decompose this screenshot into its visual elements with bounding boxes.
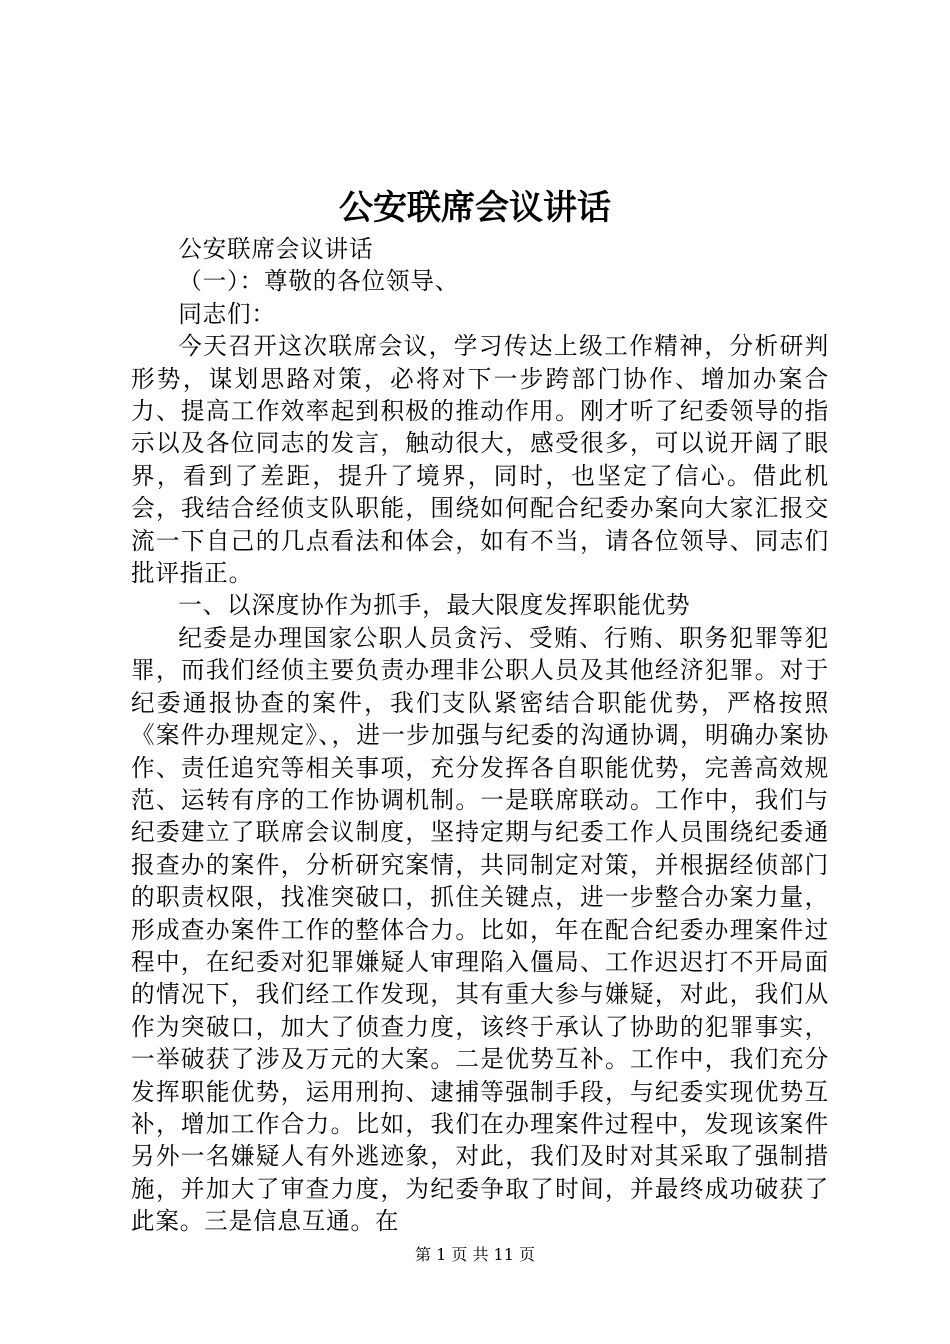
intro-paragraph: 今天召开这次联席会议，学习传达上级工作精神，分析研判形势，谋划思路对策，必将对下一步跨部门协作、增加办案合力、提高工作效率起到积极的推动作用。刚才听了纪委领导的指示以及各位同志的发言，触动很大，感受很多，可以说开阔了眼界，看到了差距，提升了境界，同时，也坚定了信心。借此机会，我结合经侦支队职能，围绕如何配合纪委办案向大家汇报交流一下自己的几点看法和体会，如有不当，请各位领导、同志们批评指正。	[131, 332, 829, 588]
section-marker-paragraph: （一）：尊敬的各位领导、	[178, 267, 460, 296]
page-number-footer: 第 1 页 共 11 页	[415, 1245, 535, 1264]
document-title: 公安联席会议讲话	[339, 188, 611, 228]
subtitle-paragraph: 公安联席会议讲话	[178, 235, 374, 263]
body-paragraph: 纪委是办理国家公职人员贪污、受贿、行贿、职务犯罪等犯罪，而我们经侦主要负责办理非公职人员及其他经济犯罪。对于纪委通报协查的案件，我们支队紧密结合职能优势，严格按照《案件办理规定》、，进一步加强与纪委的沟通协调，明确办案协作、责任追究等相关事项，充分发挥各自职能优势，完善高效规范、运转有序的工作协调机制。一是联席联动。工作中，我们与纪委建立了联席会议制度，坚持定期与纪委工作人员围绕纪委通报查办的案件，分析研究案情，共同制定对策，并根据经侦部门的职责权限，找准突破口，抓住关键点，进一步整合办案力量，形成查办案件工作的整体合力。比如，年在配合纪委办理案件过程中，在纪委对犯罪嫌疑人审理陷入僵局、工作迟迟打不开局面的情况下，我们经工作发现，其有重大参与嫌疑，对此，我们从作为突破口，加大了侦查力度，该终于承认了协助的犯罪事实，一举破获了涉及万元的大案。二是优势互补。工作中，我们充分发挥职能优势，运用刑拘、逮捕等强制手段，与纪委实现优势互补，增加工作合力。比如，我们在办理案件过程中，发现该案件另外一名嫌疑人有外逃迹象，对此，我们及时对其采取了强制措施，并加大了审查力度，为纪委争取了时间，并最终成功破获了此案。三是信息互通。在	[131, 623, 829, 1236]
section-heading: 一、以深度协作为抓手，最大限度发挥职能优势	[178, 591, 691, 620]
document-body	[131, 233, 829, 1238]
salutation-paragraph: 同志们：	[178, 299, 276, 328]
